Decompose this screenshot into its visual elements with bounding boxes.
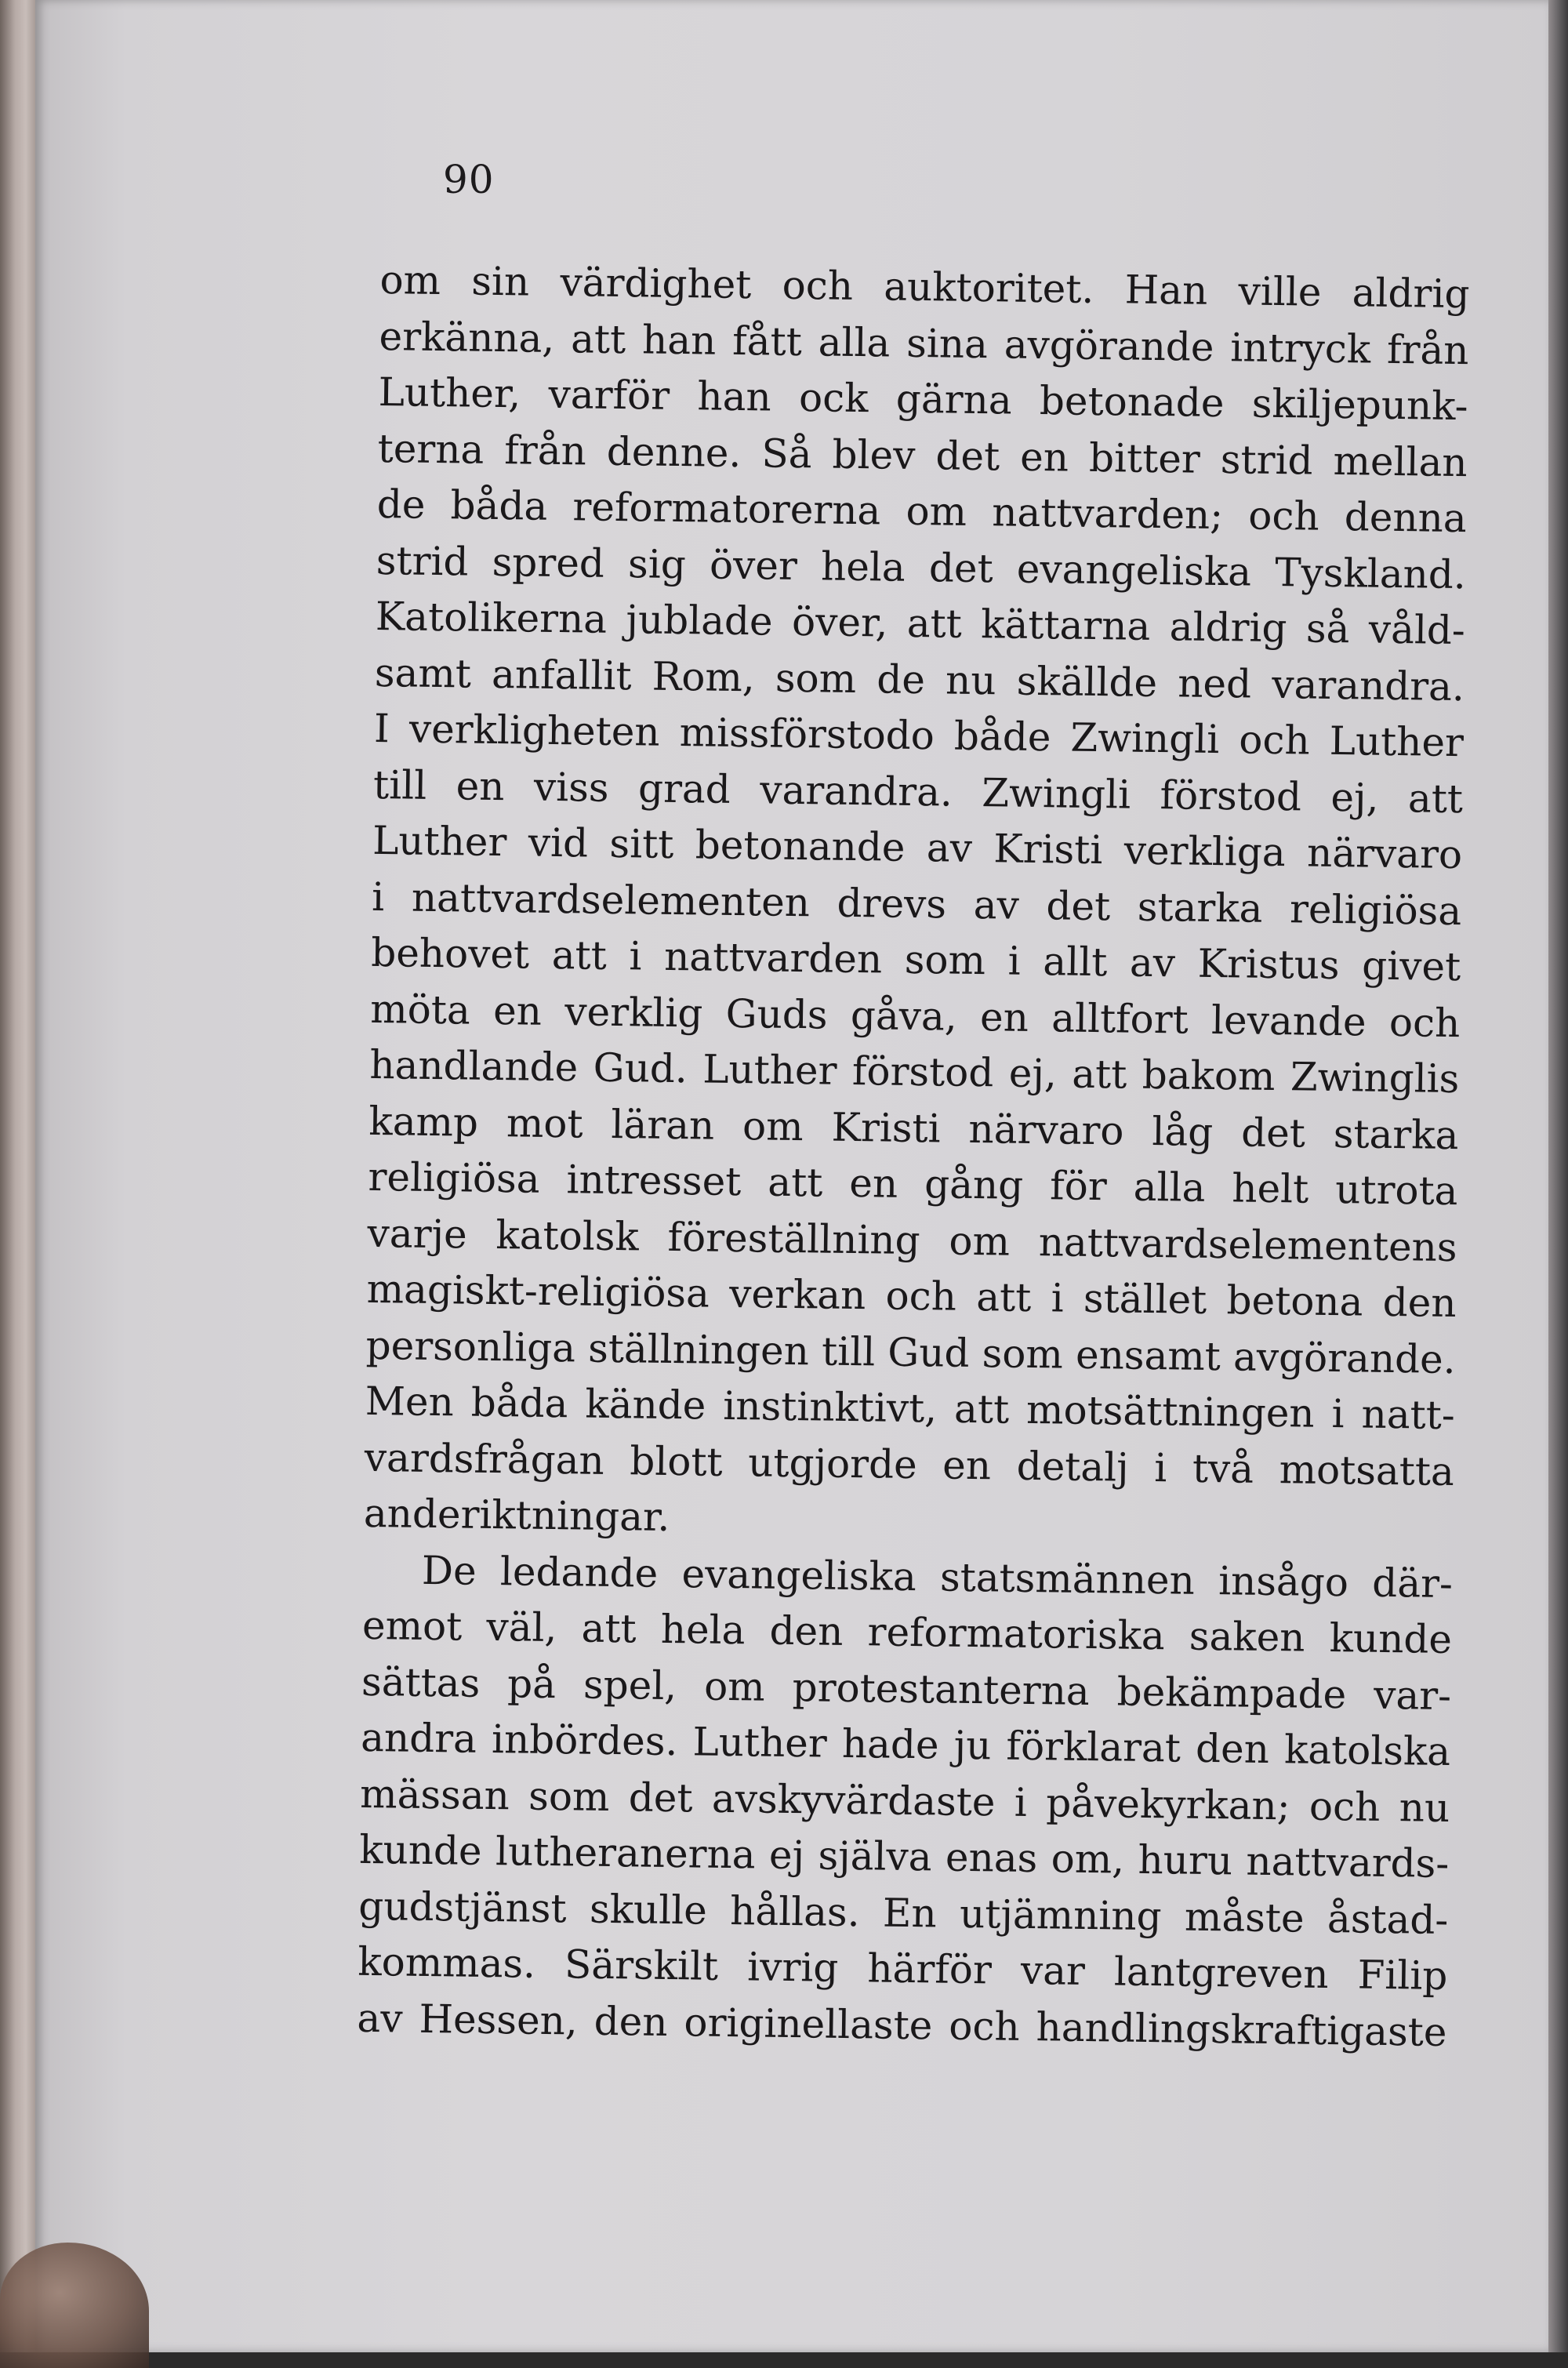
book-page	[35, 0, 1548, 2352]
body-text	[357, 252, 1470, 2061]
text-line: Luther, varför han ock gärna betonade skiljepunk-	[378, 369, 1468, 430]
text-line: samt anfallit Rom, som de nu skällde ned varandra.	[374, 649, 1465, 710]
text-line: magiskt-religiösa verkan och att i stället betona den	[366, 1266, 1457, 1327]
text-line: emot väl, att hela den reformatoriska saken kunde	[361, 1602, 1453, 1663]
text-line: terna från denne. Så blev det en bitter strid mellan	[377, 425, 1468, 485]
text-line: om sin värdighet och auktoritet. Han ville aldrig	[379, 256, 1470, 318]
text-line: andra inbördes. Luther hade ju förklarat den katolska	[360, 1714, 1451, 1775]
text-line: i nattvardselementen drevs av det starka religiösa	[371, 873, 1462, 934]
text-line: kommas. Särskilt ivrig härför var lantgreven Filip	[358, 1938, 1448, 1999]
text-line: personliga ställningen till Gud som ensamt avgörande.	[365, 1322, 1457, 1382]
text-line: vardsfrågan blott utgjorde en detalj i två motsatta	[364, 1434, 1455, 1495]
text-line: kamp mot läran om Kristi närvaro låg det starka	[368, 1098, 1459, 1158]
text-line: Katolikerna jublade över, att kättarna aldrig så våld-	[375, 593, 1466, 654]
text-line: Men båda kände instinktivt, att motsättningen i natt-	[365, 1378, 1456, 1439]
text-line: strid spred sig över hela det evangeliska Tyskland.	[376, 537, 1467, 597]
text-line: anderiktningar.	[363, 1490, 670, 1540]
text-line: möta en verklig Guds gåva, en alltfort levande och	[369, 986, 1461, 1046]
text-line: de båda reformatorerna om nattvarden; och denna	[376, 481, 1468, 542]
text-line: till en viss grad varandra. Zwingli förstod ej, att	[372, 761, 1464, 822]
text-line: varje katolsk föreställning om nattvardselementens	[367, 1210, 1457, 1270]
text-line: mässan som det avskyvärdaste i påvekyrkan; och nu	[359, 1771, 1450, 1831]
text-line: sättas på spel, om protestanterna bekämpade var-	[361, 1658, 1452, 1719]
text-line: av Hessen, den originellaste och handlingskraftigaste	[357, 1995, 1447, 2055]
text-line: Luther vid sitt betonande av Kristi verkliga närvaro	[372, 817, 1463, 878]
text-line: kunde lutheranerna ej själva enas om, huru nattvards-	[358, 1826, 1450, 1887]
text-line: handlande Gud. Luther förstod ej, att bakom Zwinglis	[369, 1041, 1460, 1102]
text-line: De ledande evangeliska statsmännen insågo där-	[421, 1547, 1454, 1607]
page-number: 90	[443, 157, 495, 202]
text-line: behovet att i nattvarden som i allt av Kristus givet	[370, 929, 1461, 990]
text-line: gudstjänst skulle hållas. En utjämning måste åstad-	[358, 1883, 1449, 1943]
text-line: erkänna, att han fått alla sina avgörande intryck från	[379, 313, 1469, 373]
text-line: I verkligheten missförstodo både Zwingli och Luther	[373, 705, 1465, 766]
text-line: religiösa intresset att en gång för alla helt utrota	[368, 1153, 1458, 1215]
